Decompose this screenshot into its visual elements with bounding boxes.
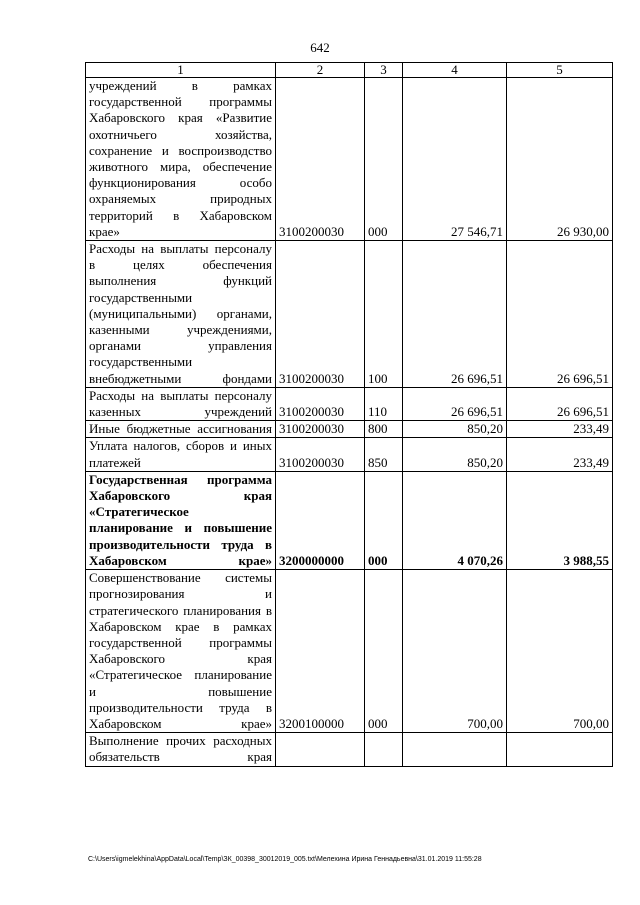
table-row [86, 733, 613, 766]
row-code: 3100200030 [276, 387, 365, 420]
row-value-2: 700,00 [507, 570, 613, 733]
row-code: 3100200030 [276, 78, 365, 241]
row-type: 000 [365, 471, 403, 569]
row-value-1: 26 696,51 [403, 241, 507, 388]
row-type: 850 [365, 438, 403, 471]
row-code: 3200100000 [276, 570, 365, 733]
row-name: учреждений в рамках государственной программы Хабаровского края «Развитие охотничьего хозяйства, сохранение и воспроизводство животного мира, обеспечение функционирования особо охраняемых природных территорий в Хабаровском крае» [86, 78, 276, 241]
column-header: 2 [276, 63, 365, 78]
row-name: Расходы на выплаты персоналу казенных учреждений [86, 387, 276, 420]
table-row [86, 387, 613, 420]
column-header: 1 [86, 63, 276, 78]
row-value-2: 233,49 [507, 421, 613, 438]
row-name: Уплата налогов, сборов и иных платежей [86, 438, 276, 471]
row-value-2: 26 696,51 [507, 387, 613, 420]
table-row [86, 241, 613, 388]
row-value-1: 700,00 [403, 570, 507, 733]
row-name: Расходы на выплаты персоналу в целях обеспечения выполнения функций государственными (муниципальными) органами, казенными учреждениями, органами управления государственными внебюджетными фондами [86, 241, 276, 388]
row-value-1: 850,20 [403, 438, 507, 471]
row-value-1: 26 696,51 [403, 387, 507, 420]
row-code: 3100200030 [276, 438, 365, 471]
row-code [276, 733, 365, 766]
row-name: Выполнение прочих расходных обязательств края [86, 733, 276, 766]
row-type [365, 733, 403, 766]
table-row [86, 78, 613, 241]
row-code: 3100200030 [276, 421, 365, 438]
budget-table [85, 62, 613, 767]
table-row [86, 421, 613, 438]
row-value-2: 233,49 [507, 438, 613, 471]
row-value-1: 850,20 [403, 421, 507, 438]
row-type: 000 [365, 78, 403, 241]
row-type: 100 [365, 241, 403, 388]
row-value-1 [403, 733, 507, 766]
row-type: 110 [365, 387, 403, 420]
table-row [86, 438, 613, 471]
row-type: 000 [365, 570, 403, 733]
row-name: Иные бюджетные ассигнования [86, 421, 276, 438]
row-value-2: 3 988,55 [507, 471, 613, 569]
row-name: Совершенствование системы прогнозирования и стратегического планирования в Хабаровском крае в рамках государственной программы Хабаровского края «Стратегическое планирование и повышение производительности труда в Хабаровском крае» [86, 570, 276, 733]
row-value-2: 26 930,00 [507, 78, 613, 241]
row-value-2 [507, 733, 613, 766]
column-header: 5 [507, 63, 613, 78]
column-header: 3 [365, 63, 403, 78]
row-value-2: 26 696,51 [507, 241, 613, 388]
row-name: Государственная программа Хабаровского края «Стратегическое планирование и повышение производительности труда в Хабаровском крае» [86, 471, 276, 569]
page-number: 642 [310, 40, 330, 55]
row-type: 800 [365, 421, 403, 438]
header-row [86, 63, 613, 78]
table-row [86, 570, 613, 733]
file-path-footer: C:\Users\igmelekhina\AppData\Local\Temp\ЗК_00398_30012019_005.txt\Мелехина Ирина Геннадьевна\31.01.2019 11:55:28 [88, 856, 482, 863]
row-code: 3200000000 [276, 471, 365, 569]
table-row-program [86, 471, 613, 569]
row-code: 3100200030 [276, 241, 365, 388]
row-value-1: 4 070,26 [403, 471, 507, 569]
row-value-1: 27 546,71 [403, 78, 507, 241]
column-header: 4 [403, 63, 507, 78]
